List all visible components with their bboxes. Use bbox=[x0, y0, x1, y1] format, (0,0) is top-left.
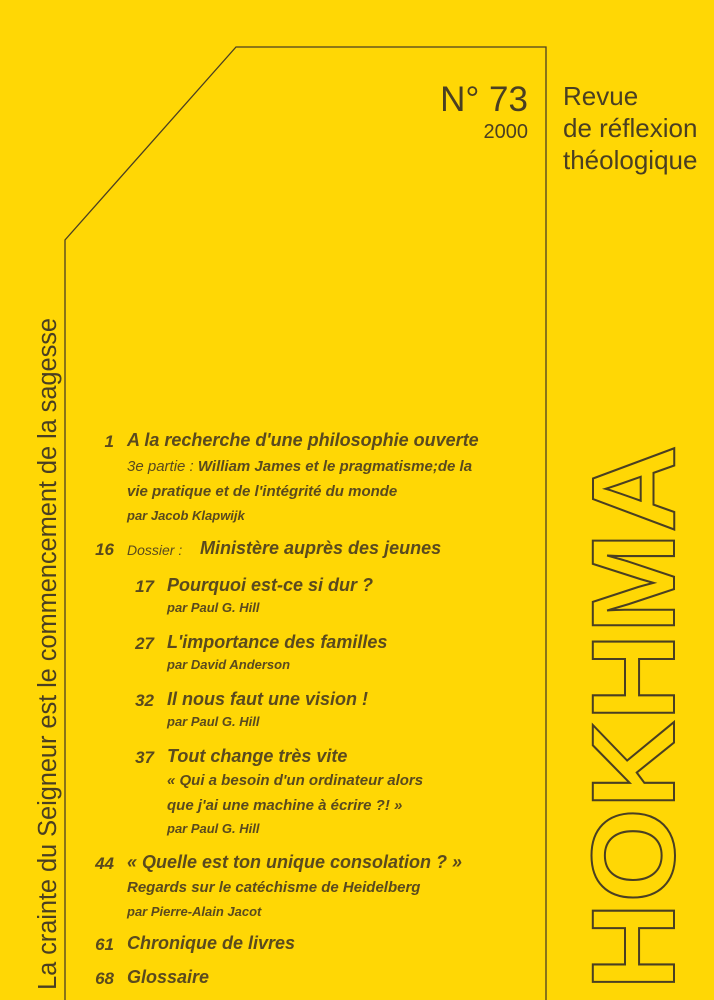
toc-title: Glossaire bbox=[127, 967, 210, 987]
issue-year: 2000 bbox=[483, 121, 528, 143]
toc-subtitle-line-2: que j'ai une machine à écrire ?! » bbox=[167, 797, 403, 814]
tagline-line-2: de réflexion bbox=[563, 113, 698, 143]
toc-title: Tout change très vite bbox=[167, 746, 348, 766]
toc-author: par Pierre-Alain Jacot bbox=[127, 904, 262, 919]
toc-subtitle-line-1 bbox=[127, 458, 472, 475]
toc-subtitle-line-1: Regards sur le catéchisme de Heidelberg bbox=[127, 879, 421, 896]
toc-title: Pourquoi est-ce si dur ? bbox=[167, 575, 374, 595]
toc-title: A la recherche d'une philosophie ouverte bbox=[127, 430, 479, 450]
toc-subtitle-line-2: vie pratique et de l'intégrité du monde bbox=[127, 483, 398, 500]
tagline-line-3: théologique bbox=[563, 145, 698, 175]
toc-page-number: 32 bbox=[135, 691, 154, 710]
vertical-motto: La crainte du Seigneur est le commencement de la sagesse bbox=[34, 318, 62, 990]
toc-subtitle-line-1: « Qui a besoin d'un ordinateur alors bbox=[167, 772, 424, 789]
toc-author: par Paul G. Hill bbox=[167, 821, 260, 836]
toc-page-number: 68 bbox=[95, 969, 114, 988]
toc-page-number: 44 bbox=[95, 854, 114, 873]
toc-author: par David Anderson bbox=[167, 657, 291, 672]
toc-title: L'importance des familles bbox=[167, 632, 388, 652]
toc-part-title: William James et le pragmatisme;de la bbox=[197, 458, 473, 475]
toc-dossier-label: Dossier : bbox=[127, 542, 183, 558]
toc-page-number: 61 bbox=[95, 935, 114, 954]
toc-title: Ministère auprès des jeunes bbox=[200, 538, 442, 558]
toc-page-number: 1 bbox=[104, 432, 114, 451]
toc-page-number: 37 bbox=[135, 748, 154, 767]
toc-title: Il nous faut une vision ! bbox=[167, 689, 369, 709]
toc-title: Chronique de livres bbox=[127, 933, 296, 953]
tagline-line-1: Revue bbox=[563, 81, 639, 111]
toc-author: par Paul G. Hill bbox=[167, 714, 260, 729]
toc-author: par Jacob Klapwijk bbox=[127, 508, 245, 523]
journal-tagline bbox=[563, 80, 697, 176]
toc-author: par Paul G. Hill bbox=[167, 600, 260, 615]
toc-page-number: 27 bbox=[135, 634, 154, 653]
toc-page-number: 17 bbox=[135, 577, 154, 596]
toc-part-label: 3e partie : bbox=[127, 458, 194, 475]
logo-text: HOKHMA bbox=[568, 459, 700, 990]
toc-title: « Quelle est ton unique consolation ? » bbox=[127, 852, 463, 872]
toc-page-number: 16 bbox=[95, 540, 114, 559]
issue-number: N° 73 bbox=[440, 80, 528, 119]
